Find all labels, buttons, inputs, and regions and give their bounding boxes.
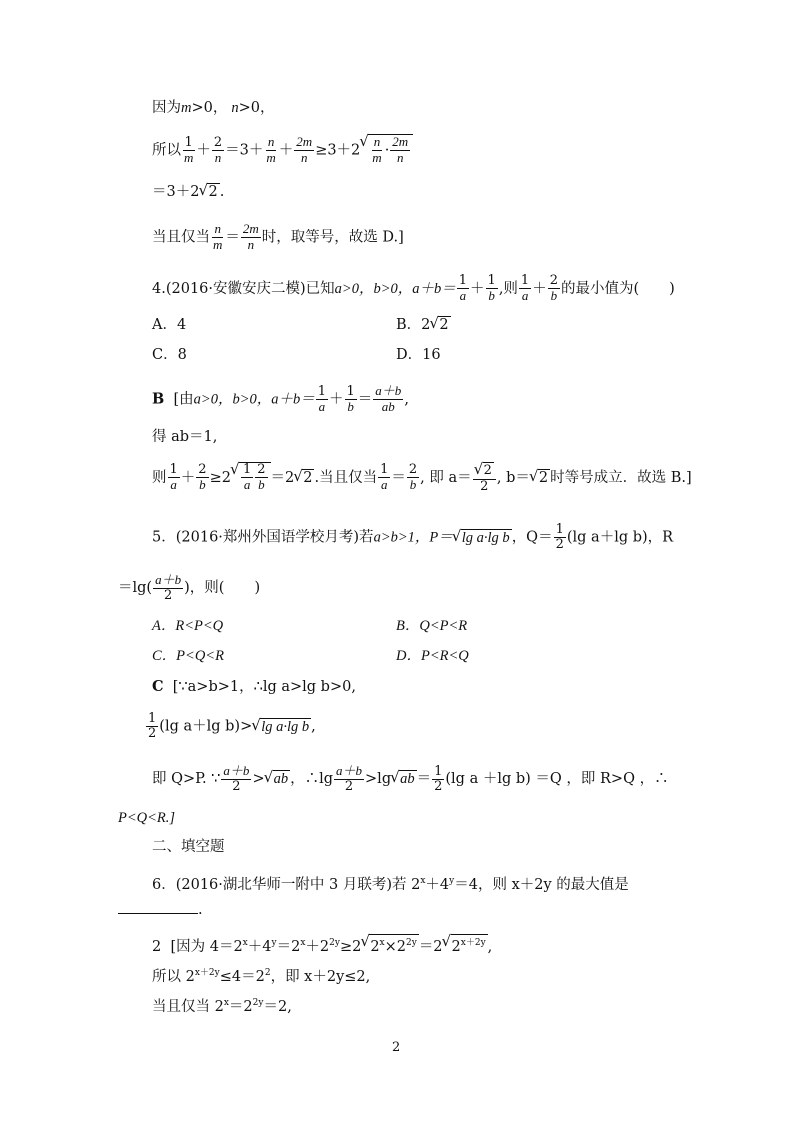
q4-option-c: C．8 xyxy=(152,347,187,363)
solution-line-4: 当且仅当 $\frac{n}{m}$ ＝ $\frac{2m}{n}$ 时，取等号，故选 D.] xyxy=(152,221,404,252)
solution-5-line-4: P<Q<R.] xyxy=(118,810,176,826)
solution-6-line-3: 当且仅当 $2^x=2^{2y}=2$, xyxy=(152,998,292,1015)
q5-option-d: D．P<R<Q xyxy=(396,648,469,664)
question-6-blank: . xyxy=(118,899,203,919)
solution-4-line-1: B [由a>0，b>0，a＋b＝ $\frac{1}{a}$ ＋ $\frac{1}{b}$ ＝ $\frac{a+b}{ab}$ , xyxy=(152,383,409,414)
q5-option-b: B．Q<P<R xyxy=(396,618,468,634)
q4-option-a: A．4 xyxy=(152,317,187,333)
question-4: 4.(2016·安徽安庆二模)已知a>0，b>0，a＋b＝ $\frac{1}{a}$ ＋ $\frac{1}{b}$ ,则 $\frac{1}{a}$ ＋ $\frac{2}{b}$ 的最小值为( ) xyxy=(152,273,675,303)
q4-option-b: B．2√ 2 xyxy=(396,316,451,334)
question-6: 6．(2016·湖北华师一附中 3 月联考)若 $2^x+4^y=4$，则 x＋2y 的最大值是 xyxy=(152,876,629,893)
solution-6-line-2: 所以 $2^{x+2y}\le 4=2^2$，即 x＋2y≤2, xyxy=(152,968,371,985)
page-number: 2 xyxy=(392,1040,401,1055)
solution-6-line-1: 2 [因为 $4=2^x+4^y=2^x+2^{2y}\ge 2√$ $2^x\times 2^{2y} =2√$ $2^{x+2y}$ , xyxy=(152,934,492,956)
section-heading: 二、填空题 xyxy=(152,839,225,855)
solution-5-line-2: $\frac{1}{2}$ (lg a＋lg b)>√ lg a·lg b , xyxy=(145,712,316,741)
question-5: 5．(2016·郑州外国语学校月考)若a>b>1，P＝√ lg a·lg b ，Q＝ $\frac{1}{2}$ (lg a＋lg b)，R xyxy=(152,523,673,552)
question-5-line-2: ＝lg( $\frac{a+b}{2}$ )，则( ) xyxy=(118,572,261,603)
solution-line-2: 所以 $\frac{1}{m}$ ＋ $\frac{2}{n}$ ＝3＋ $\frac{n}{m}$ ＋ $\frac{2m}{n}$ ≥3＋2 √ $\frac{n}{m}$ · $\frac{2m}{n}$ xyxy=(152,134,413,166)
solution-line-1: 因为m>0， n>0， xyxy=(152,100,275,116)
solution-4-line-3: 则 $\frac{1}{a}$ ＋ $\frac{2}{b}$ ≥2 √ $\frac{1}{a}$ $\frac{2}{b}$ ＝2√ 2 .当且仅当 $\frac{1}{a}$ ＝ $\frac{2}{b}$ , 即 a＝ √ $\frac{2}{2}$ , b＝√ 2 时等号成立．故选 B.] xyxy=(152,462,692,494)
solution-5-line-3: 即 Q>P. ∵ $\frac{a+b}{2}$ >√ ab ，∴lg $\frac{a+b}{2}$ >lg√ ab ＝ $\frac{1}{2}$ (lg a ＋lg b) ＝Q ，即 R>Q ，∴ xyxy=(152,764,669,794)
solution-5-line-1: C [∵a>b>1，∴lg a>lg b>0, xyxy=(152,678,356,695)
solution-line-3: ＝3＋2√ 2 . xyxy=(152,183,224,201)
q5-option-c: C．P<Q<R xyxy=(152,648,224,664)
answer-blank[interactable] xyxy=(118,899,198,914)
solution-4-line-2: 得 ab＝1, xyxy=(152,429,218,445)
q4-option-d: D．16 xyxy=(396,347,441,363)
q5-option-a: A．R<P<Q xyxy=(152,618,224,634)
